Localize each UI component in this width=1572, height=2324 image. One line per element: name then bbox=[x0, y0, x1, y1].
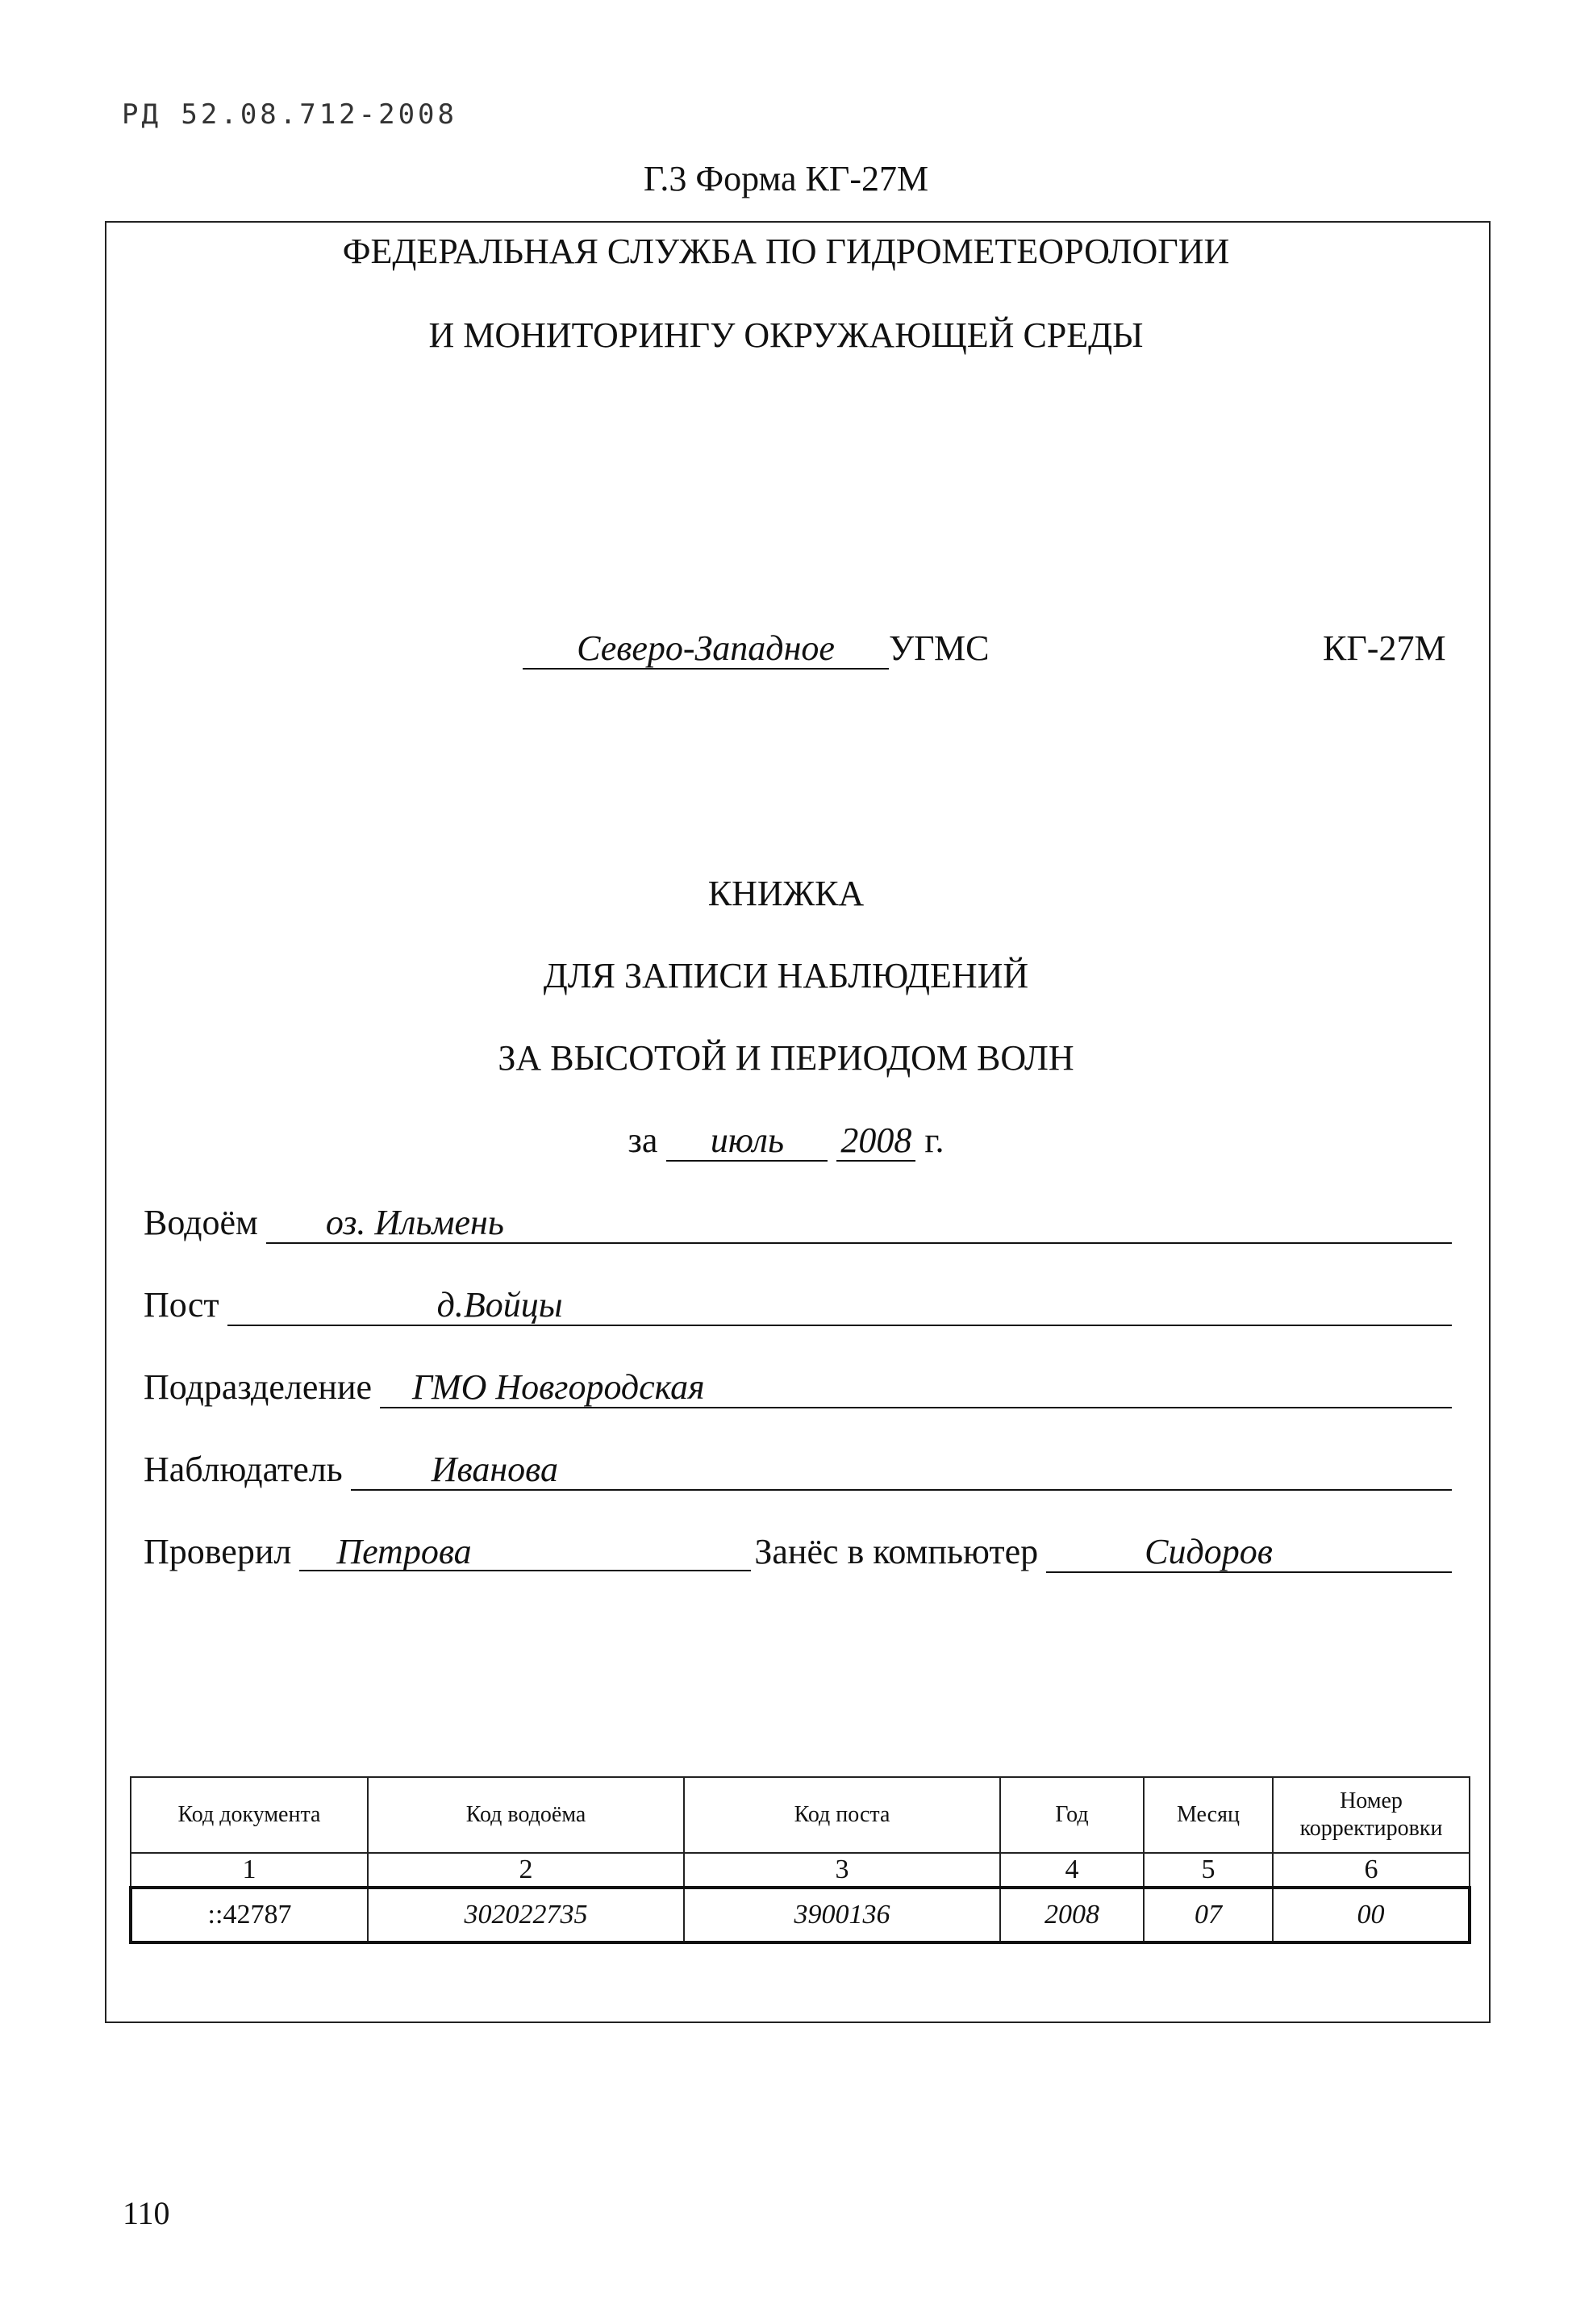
code-table-number-row bbox=[131, 1853, 1470, 1888]
checked-value: Петрова bbox=[299, 1533, 751, 1571]
entered-value: Сидоров bbox=[1046, 1533, 1452, 1573]
period-suffix: г. bbox=[924, 1120, 944, 1160]
page-number: 110 bbox=[123, 2195, 170, 2231]
value-post-code: 3900136 bbox=[684, 1888, 1000, 1942]
water-body-label: Водоём bbox=[144, 1203, 258, 1242]
water-body-row bbox=[144, 1202, 1452, 1244]
post-label: Пост bbox=[144, 1285, 219, 1325]
book-title-line-1: КНИЖКА bbox=[707, 874, 865, 913]
column-number: 2 bbox=[368, 1853, 684, 1888]
value-correction-number: 00 bbox=[1273, 1888, 1470, 1942]
header-doc-code: Код документа bbox=[131, 1777, 368, 1853]
division-row bbox=[144, 1366, 1452, 1408]
header-month: Месяц bbox=[1144, 1777, 1273, 1853]
value-year: 2008 bbox=[1000, 1888, 1144, 1942]
observer-value: Иванова bbox=[351, 1450, 1452, 1491]
header-water-body-code: Код водоёма bbox=[368, 1777, 684, 1853]
header-post-code: Код поста bbox=[684, 1777, 1000, 1853]
period-prefix: за bbox=[628, 1120, 658, 1160]
agency-line-1: ФЕДЕРАЛЬНАЯ СЛУЖБА ПО ГИДРОМЕТЕОРОЛОГИИ bbox=[342, 232, 1230, 271]
code-table bbox=[129, 1776, 1468, 1944]
header-correction-number: Номер корректировки bbox=[1273, 1777, 1470, 1853]
form-code: КГ-27М bbox=[1323, 628, 1446, 668]
division-value: ГМО Новгородская bbox=[380, 1368, 1452, 1408]
post-row bbox=[144, 1284, 1452, 1326]
value-month: 07 bbox=[1144, 1888, 1273, 1942]
ugms-line bbox=[523, 628, 989, 670]
checked-label: Проверил bbox=[144, 1532, 292, 1571]
period-line bbox=[0, 1120, 1572, 1162]
book-title-line-2: ДЛЯ ЗАПИСИ НАБЛЮДЕНИЙ bbox=[543, 956, 1029, 995]
value-doc-code: ::42787 bbox=[131, 1888, 368, 1942]
observer-label: Наблюдатель bbox=[144, 1450, 343, 1489]
document-code: РД 52.08.712-2008 bbox=[122, 98, 457, 131]
column-number: 1 bbox=[131, 1853, 368, 1888]
code-table-header-row bbox=[131, 1777, 1470, 1853]
code-table-value-row bbox=[131, 1888, 1470, 1942]
post-value: д.Войцы bbox=[227, 1286, 1452, 1326]
period-year: 2008 bbox=[836, 1121, 915, 1162]
water-body-value: оз. Ильмень bbox=[266, 1204, 1452, 1244]
value-water-body-code: 302022735 bbox=[368, 1888, 684, 1942]
column-number: 5 bbox=[1144, 1853, 1273, 1888]
division-label: Подразделение bbox=[144, 1367, 373, 1407]
entered-label: Занёс в компьютер bbox=[754, 1532, 1039, 1571]
checked-entered-row bbox=[144, 1531, 1452, 1573]
observer-row bbox=[144, 1449, 1452, 1491]
column-number: 4 bbox=[1000, 1853, 1144, 1888]
book-title-line-3: ЗА ВЫСОТОЙ И ПЕРИОДОМ ВОЛН bbox=[498, 1038, 1074, 1078]
agency-line-2: И МОНИТОРИНГУ ОКРУЖАЮЩЕЙ СРЕДЫ bbox=[428, 315, 1144, 355]
column-number: 6 bbox=[1273, 1853, 1470, 1888]
ugms-label: УГМС bbox=[889, 628, 990, 668]
header-year: Год bbox=[1000, 1777, 1144, 1853]
ugms-value: Северо-Западное bbox=[523, 629, 889, 670]
column-number: 3 bbox=[684, 1853, 1000, 1888]
period-month: июль bbox=[666, 1121, 828, 1162]
form-caption: Г.3 Форма КГ-27М bbox=[643, 159, 929, 198]
